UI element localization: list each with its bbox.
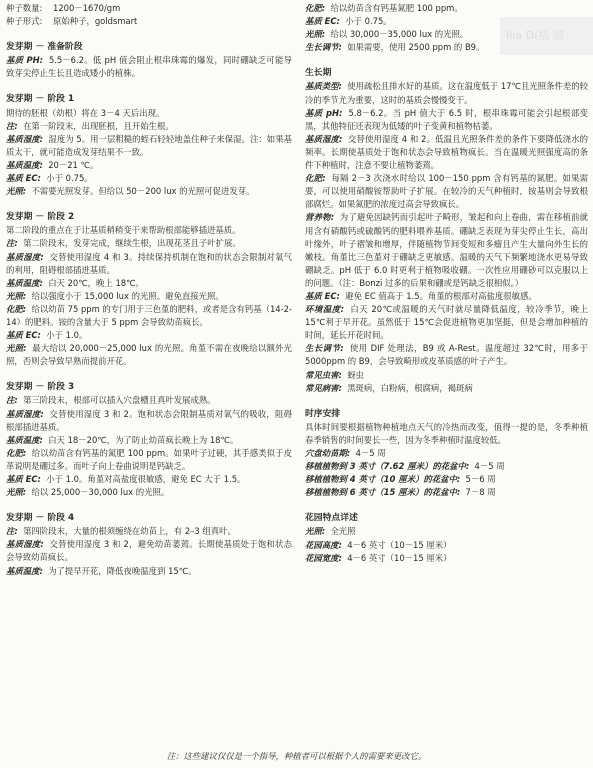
- g-dis-text: 黑斑病，白粉病，根腐病，褐斑病: [347, 382, 473, 393]
- right-column: [305, 2, 588, 565]
- seed-form: [6, 15, 292, 28]
- s3-hum-label: 基质湿度:: [6, 408, 44, 419]
- s4-humidity: [6, 538, 292, 564]
- s2-temp-text: 白天 20℃，晚上 18℃。: [48, 277, 144, 288]
- g-reg: [305, 342, 588, 368]
- s1-temp-label: 基质温度:: [6, 159, 43, 170]
- sched-2-label: 移植植物到 3 英寸（7.62 厘米）的花盆中:: [305, 461, 470, 472]
- sched-1: [305, 447, 588, 460]
- s3-light: [6, 486, 292, 499]
- s2-ec: [6, 329, 292, 342]
- g-nutrients: [305, 211, 588, 290]
- g-ph-text: 5.8－6.2。当 pH 值大于 6.5 时，根串珠霉可能会引起根部变黑，其他特征还表现为低矮的叶子变黄和植物枯萎。: [305, 107, 588, 131]
- left-column: [6, 2, 292, 578]
- g-humidity: [305, 133, 588, 172]
- s4-hum-label: 基质湿度:: [6, 539, 44, 550]
- section-title-prep: 发芽期 － 准备阶段: [6, 42, 83, 53]
- s3-light-text: 给以 25,000－30,000 lux 的光照。: [31, 487, 170, 498]
- section-title-stage3: 发芽期 － 阶段 3: [6, 382, 75, 393]
- s2-note: [6, 237, 292, 250]
- g-ec: [305, 290, 588, 303]
- g-nut-text: 为了避免因缺钙而引起叶子畸形，皱起和向上卷曲，需在移植前就用含有硝酸钙或硫酸钙的肥料喂养基质。硼缺乏表现为芽尖停止生长，高出叶缘外，叶子褶皱和增厚，伴随植物节间变短和多瘤且产生大量向外生长的嫩枝。角堇比三色堇对于硼缺乏更敏感。温暖的天气下频繁地浇水更易导致硼缺乏。pH 低于 6.0 时更利于植物吸收硼。一次性应用硼砂可以克服以上的问题。（注：Bonzi 过多的后果和硼或是钙缺乏很相似。）: [305, 212, 589, 288]
- s1-light: [6, 185, 292, 198]
- top-reg: [305, 41, 588, 54]
- g-ec-text: 避免 EC 值高于 1.5。角堇的根部对高盐度很敏感。: [345, 290, 537, 301]
- s3-fert: [6, 447, 292, 473]
- g-ph-label: 基质 pH:: [305, 107, 343, 118]
- section-title-garden: 花园特点详述: [305, 513, 358, 524]
- s2-temp-label: 基质温度:: [6, 277, 43, 288]
- gar-width: [305, 552, 588, 565]
- top-ec: [305, 15, 588, 28]
- s3-ec-label: 基质 EC:: [6, 474, 41, 484]
- s2-light2-text: 最大给以 20,000－25,000 lux 的光照。角堇不需在夜晚给以额外光照，否则会导致早熟而提前开花。: [6, 343, 292, 367]
- gar-height: [305, 539, 588, 552]
- g-pest-text: 蚜虫: [347, 369, 364, 380]
- s2-hum-label: 基质湿度:: [6, 251, 44, 262]
- g-fert: [305, 172, 588, 211]
- g-pest-label: 常见虫害:: [305, 369, 342, 380]
- s4-temp-label: 基质温度:: [6, 565, 43, 576]
- sched-intro: 具体时间要根据植物种植地点天气的冷热而改变，值得一提的是，冬季种植春季销售的时间要长一些，因为冬季种植时温度较低。: [305, 421, 588, 445]
- s2-fert-label: 化肥:: [6, 303, 27, 314]
- top-reg-label: 生长调节:: [305, 42, 342, 53]
- s3-ec: [6, 473, 292, 486]
- s3-note-label: 注:: [6, 395, 18, 406]
- s3-ec-text: 小于 1.0。角堇对高盐度很敏感，避免 EC 大于 1.5。: [46, 474, 246, 484]
- seed-form-label: 种子形式:: [6, 16, 43, 27]
- gar-w-text: 4－6 英寸（10－15 厘米）: [347, 552, 452, 563]
- sched-1-label: 穴盘幼苗期:: [305, 448, 351, 458]
- g-reg-text: 使用 DIF 处理法，B9 或 A-Rest。温度超过 32℃时，用多于 5000ppm 的 B9，会导致畸形或皮革质感的叶子产生。: [305, 343, 588, 367]
- g-hum-text: 交替使用湿度 4 和 2。低温且光照条件差的条件下要降低浇水的频率。长期使基质处于饱和状态会导致植物疯长。当在温暖光照强度高的条件下种植时，注意不要让植物萎蔫。: [305, 133, 588, 171]
- seed-form-value: 原始种子，goldsmart: [52, 16, 138, 27]
- sched-2: [305, 460, 588, 473]
- s4-hum-text: 交替使用湿度 3 和 2，避免幼苗萎蔫。长期使基质处于饱和状态会导致幼苗疯长。: [6, 539, 292, 563]
- s3-fert-text: 给以幼苗含有钙基的氮肥 100 ppm。如果叶子过硬，其手感类似于皮革说明是硼过多。而叶子向上卷曲说明是钙缺乏。: [6, 447, 292, 471]
- g-pest: [305, 369, 588, 382]
- top-light: [305, 28, 588, 41]
- s3-note: [6, 394, 292, 407]
- gar-h-text: 4－6 英寸（10－15 厘米）: [347, 539, 452, 550]
- s1-hum-label: 基质湿度:: [6, 133, 43, 144]
- top-fert-label: 化肥:: [305, 3, 326, 13]
- sched-4: [305, 486, 588, 499]
- g-ph: [305, 107, 588, 133]
- s3-light-label: 光照:: [6, 487, 27, 498]
- s1-temp-text: 20－21 ℃。: [48, 159, 99, 170]
- g-fert-text: 每隔 2－3 次浇水时给以 100－150 ppm 含有钙基的氮肥。如果需要，可以使用硝酸铵帮助叶子扩展。在较冷的天气种植时，铵基则会导致根部腐烂。如果氮肥的浓度过高会导致疯长。: [305, 173, 588, 210]
- sched-3-text: 5－6 周: [465, 474, 496, 485]
- s2-light2: [6, 342, 292, 368]
- s2-hum-text: 交替使用湿度 4 和 3。持续保持机制在饱和的状态会限制对氧气的利用，阻碍根部插进基质。: [6, 251, 292, 275]
- section-title-stage1: 发芽期 － 阶段 1: [6, 94, 75, 105]
- gar-w-label: 花园宽度:: [305, 552, 342, 563]
- s2-fert: [6, 303, 292, 329]
- s1-ec-label: 基质 EC:: [6, 173, 41, 184]
- s2-ec-text: 小于 1.0。: [46, 330, 88, 341]
- s3-fert-label: 化肥:: [6, 447, 27, 458]
- g-type: [305, 80, 588, 106]
- g-disease: [305, 382, 588, 395]
- seed-count-label: 种子数量:: [6, 3, 43, 13]
- prep-ph-label: 基质 PH:: [6, 55, 44, 66]
- gar-light-text: 全光照: [330, 526, 356, 537]
- footnote: 注：这些建议仅仅是一个指导，种植者可以根据个人的需要来更改它。: [166, 751, 427, 761]
- top-fert: [305, 2, 588, 15]
- g-hum-label: 基质湿度:: [305, 133, 343, 144]
- s1-humidity: [6, 133, 292, 159]
- seed-count-value: 1200－1670/gm: [52, 3, 121, 13]
- s2-light: [6, 290, 292, 303]
- s4-note-text: 第四阶段末，大量的根须缠绕在幼苗上，有 2–3 组真叶。: [23, 526, 236, 537]
- s3-temp-label: 基质温度:: [6, 434, 43, 445]
- s3-hum-text: 交替使用湿度 3 和 2。饱和状态会限制基质对氧气的吸收，阻碍根部插进基质。: [6, 408, 292, 432]
- gar-light: [305, 525, 588, 538]
- s3-temp: [6, 434, 292, 447]
- s3-note-text: 第三阶段末，根部可以插入穴盘槽且真叶发展成熟。: [23, 395, 216, 406]
- s2-fert-text: 给以幼苗 75 ppm 的专门用于三色堇的肥料，或者是含有钙基（14-2-14）的肥料。铵的含量大于 5 ppm 会导致幼苗疯长。: [6, 303, 292, 327]
- s3-temp-text: 白天 18－20℃，为了防止幼苗疯长晚上为 18℃。: [48, 434, 239, 445]
- top-reg-text: 如果需要，使用 2500 ppm 的 B9。: [347, 42, 485, 53]
- s1-ec-text: 小于 0.75。: [46, 173, 93, 184]
- g-env: [305, 303, 588, 342]
- section-title-stage4: 发芽期 － 阶段 4: [6, 513, 75, 524]
- s4-note-label: 注:: [6, 526, 18, 537]
- sched-4-label: 移植植物到 6 英寸（15 厘米）的花盆中:: [305, 487, 461, 498]
- s1-note: [6, 120, 292, 133]
- s2-light-text: 给以强度小于 15,000 lux 的光照。避免直接光照。: [31, 290, 224, 301]
- section-title-growth: 生长期: [305, 68, 332, 79]
- s1-hum-text: 湿度为 5。用一层粗糙的蛭石轻轻地盖住种子来保湿。注：如果基质太干，就可能造成发芽结果不一致。: [6, 133, 292, 157]
- s1-temp: [6, 159, 292, 172]
- seed-count: [6, 2, 292, 15]
- s4-note: [6, 525, 292, 538]
- top-fert-text: 给以幼苗含有钙基氮肥 100 ppm。: [330, 3, 463, 13]
- sched-2-text: 4－5 周: [474, 461, 505, 472]
- s2-humidity: [6, 251, 292, 277]
- s3-humidity: [6, 408, 292, 434]
- g-type-text: 使用疏松且排水好的基质。这在温度低于 17℃且光照条件差的较冷的季节尤为重要，这时的基质会慢慢变干。: [305, 81, 588, 105]
- g-reg-label: 生长调节:: [305, 343, 344, 354]
- s2-light-label: 光照:: [6, 290, 27, 301]
- g-nut-label: 营养物:: [305, 212, 335, 223]
- s1-note-text: 在第一阶段末，出现胚根，且开始生根。: [23, 120, 174, 131]
- prep-ph-text: 5.5－6.2。低 pH 值会阻止根串珠霉的爆发，同时硼缺乏可能导致芽尖停止生长且造成矮小的植株。: [6, 55, 293, 79]
- s2-note-label: 注:: [6, 238, 18, 249]
- g-env-label: 环境温度:: [305, 304, 344, 315]
- top-light-text: 给以 30,000－35,000 lux 的光照。: [330, 29, 469, 40]
- section-title-schedule: 时序安排: [305, 408, 341, 419]
- s2-note-text: 第二阶段末，发芽完成，继续生根，出现花茎且子叶扩展。: [23, 238, 241, 249]
- sched-4-text: 7－8 周: [465, 487, 496, 498]
- gar-h-label: 花园高度:: [305, 539, 342, 550]
- page-header-fragment: Ilia D(括 培: [500, 17, 593, 55]
- g-ec-label: 基质 EC:: [305, 290, 340, 301]
- s1-note-label: 注:: [6, 120, 18, 131]
- prep-ph: [6, 54, 292, 80]
- s4-temp-text: 为了提早开花，降低夜晚温度到 15℃。: [48, 565, 197, 576]
- top-ec-label: 基质 EC:: [305, 16, 340, 27]
- s1-ec: [6, 172, 292, 185]
- sched-3: [305, 473, 588, 486]
- top-ec-text: 小于 0.75。: [345, 16, 392, 27]
- s1-light-text: 不需要光照发芽。但给以 50－200 lux 的光照可促进发芽。: [31, 186, 255, 197]
- g-dis-label: 常见病害:: [305, 382, 342, 393]
- section-title-stage2: 发芽期 － 阶段 2: [6, 212, 75, 223]
- s2-temp: [6, 277, 292, 290]
- sched-3-label: 移植植物到 4 英寸（10 厘米）的花盆中:: [305, 474, 461, 485]
- s1-light-label: 光照:: [6, 186, 27, 197]
- g-env-text: 白天 20℃或温暖的天气时就尽量降低温度，较冷季节，晚上 15℃利于早开花。虽然低于 15℃会促进植物更加坚挺，但是会增加种植的时间，延长开花时间。: [305, 304, 588, 341]
- s2-light2-label: 光照:: [6, 343, 27, 354]
- sched-1-text: 4－5 周: [355, 448, 386, 458]
- g-fert-label: 化肥:: [305, 173, 326, 184]
- s4-temp: [6, 565, 292, 578]
- s2-intro: 第二阶段的重点在于让基质稍稍变干来帮助根部能够插进基质。: [6, 225, 241, 236]
- s1-intro: 期待的胚根（幼根）将在 3－4 天后出现。: [6, 107, 165, 118]
- g-type-label: 基质类型:: [305, 81, 342, 92]
- s2-ec-label: 基质 EC:: [6, 330, 41, 341]
- top-light-label: 光照:: [305, 29, 326, 40]
- gar-light-label: 光照:: [305, 526, 326, 537]
